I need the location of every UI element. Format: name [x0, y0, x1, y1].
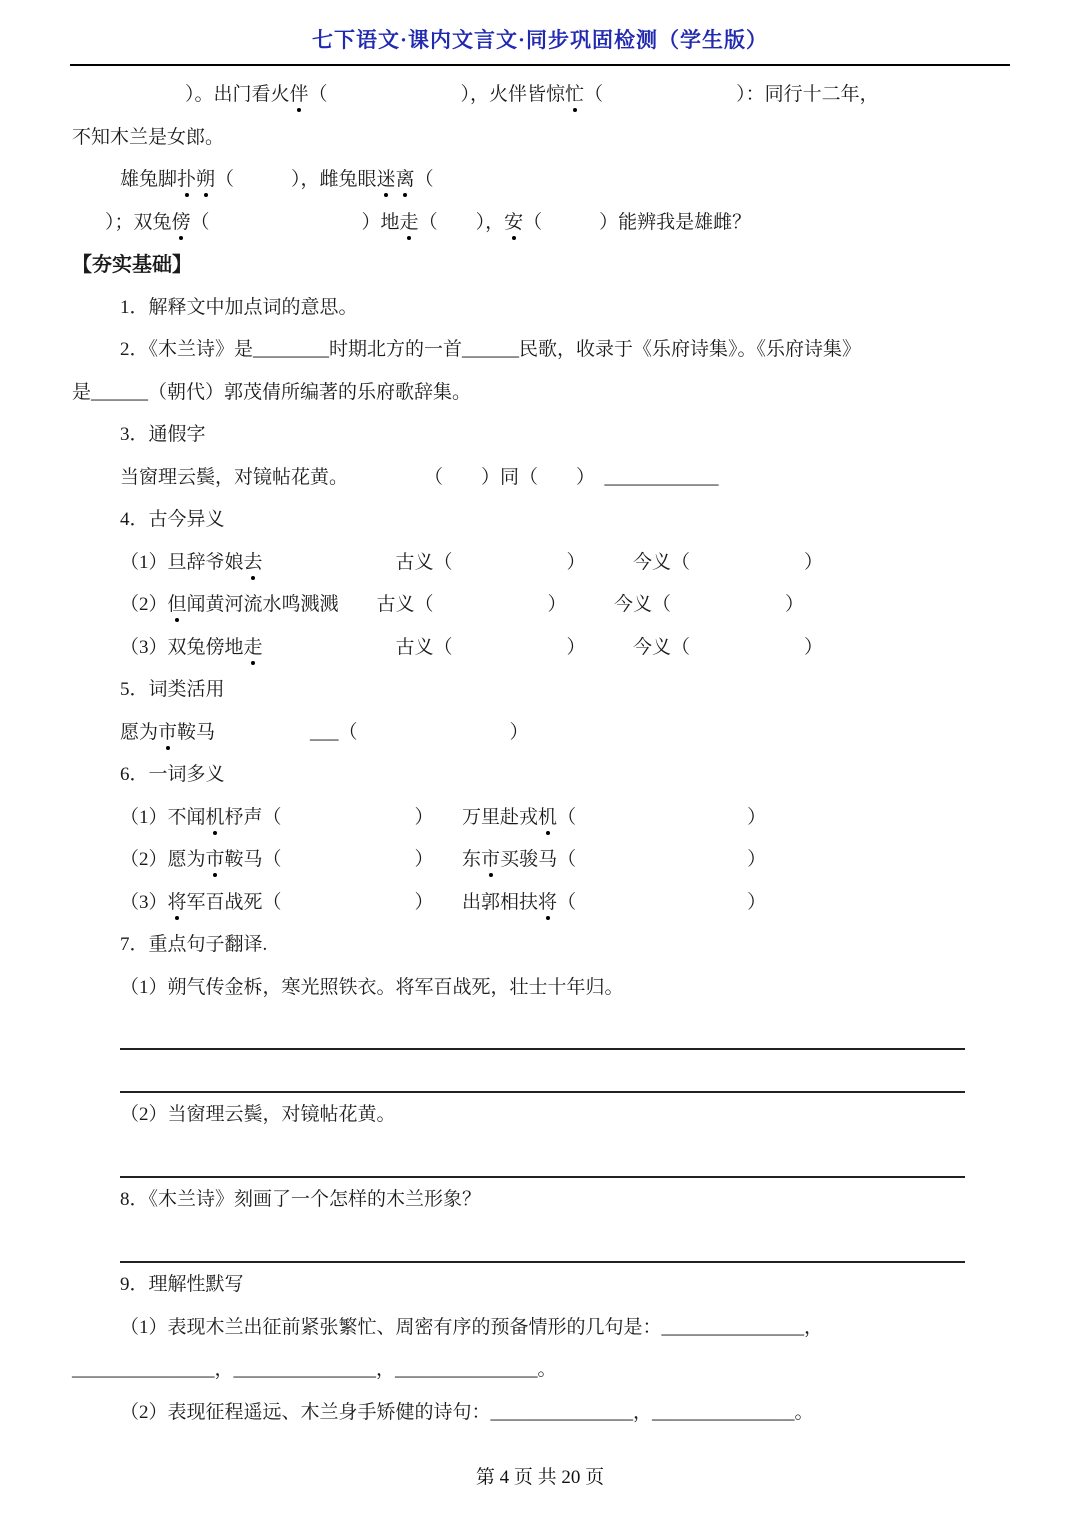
item-9-1: （1）表现木兰出征前紧张繁忙、周密有序的预备情形的几句是：_______________，: [120, 1316, 824, 1338]
emphasis-dot-char: 离: [395, 169, 415, 190]
emphasis-dot-char: 伴: [289, 84, 309, 105]
emphasis-dot-char: 将: [538, 891, 558, 913]
item-9-1-cont: _______________，_______________，_______________。: [72, 1359, 557, 1380]
poem-line-1: ）。出门看火伴（ ），火伴皆惊忙（ ）：同行十二年，: [185, 84, 879, 105]
answer-rule-4: [72, 1222, 1008, 1265]
answer-line: [120, 1009, 965, 1050]
emphasis-dot-char: 走: [399, 211, 419, 233]
item-4: 4．古今异义: [120, 509, 225, 530]
item-3-line: 当窗理云鬓，对镜帖花黄。 （ ）同（ ） ____________: [120, 466, 719, 488]
answer-rule-3: [72, 1137, 1008, 1180]
emphasis-dot-char: 将: [167, 891, 187, 913]
emphasis-dot-char: 但: [167, 594, 187, 615]
item-1: 1．解释文中加点词的意思。: [120, 296, 358, 318]
emphasis-dot-char: 市: [158, 721, 178, 743]
item-7-2: （2）当窗理云鬓，对镜帖花黄。: [120, 1104, 396, 1125]
item-3: 3．通假字: [120, 424, 206, 445]
page-footer: [0, 1462, 1080, 1489]
document-header: [0, 0, 1080, 54]
item-5: 5．词类活用: [120, 679, 225, 700]
emphasis-dot-char: 迷: [376, 169, 396, 190]
item-8: 8．《木兰诗》刻画了一个怎样的木兰形象？: [120, 1189, 482, 1210]
poem-line-4: ）；双兔傍（ ）地走（ ），安（ ）能辨我是雄雌？: [105, 211, 752, 233]
document-body: [0, 66, 1080, 1434]
item-7: 7．重点句子翻译.: [120, 934, 268, 955]
emphasis-dot-char: 去: [243, 551, 263, 573]
emphasis-dot-char: 朔: [196, 169, 216, 190]
emphasis-dot-char: 走: [243, 636, 263, 658]
item-9-2: （2）表现征程遥远、木兰身手矫健的诗句：_______________，_______________。: [120, 1401, 814, 1423]
emphasis-dot-char: 安: [504, 211, 524, 233]
item-6-2: （2）愿为市鞍马（ ） 东市买骏马（ ）: [120, 849, 767, 870]
item-7-1: （1）朔气传金柝，寒光照铁衣。将军百战死，壮士十年归。: [120, 976, 624, 998]
item-5-line: 愿为市鞍马 ___（ ）: [120, 721, 529, 743]
item-2: 2．《木兰诗》是________时期北方的一首______民歌，收录于《乐府诗集》。《乐府诗集》: [120, 339, 862, 360]
item-9: 9．理解性默写: [120, 1274, 244, 1295]
item-6: 6．一词多义: [120, 764, 225, 785]
answer-rule-2: [72, 1052, 1008, 1095]
emphasis-dot-char: 忙: [565, 84, 585, 105]
item-4-1: （1）旦辞爷娘去 古义（ ） 今义（ ）: [120, 551, 824, 573]
section-heading: 【夯实基础】: [72, 254, 192, 276]
page-number: 第 4 页 共 20 页: [475, 1467, 605, 1488]
item-6-3: （3）将军百战死（ ） 出郭相扶将（ ）: [120, 891, 767, 913]
emphasis-dot-char: 市: [205, 849, 225, 870]
item-4-2: （2）但闻黄河流水鸣溅溅 古义（ ） 今义（ ）: [120, 594, 805, 615]
emphasis-dot-char: 傍: [171, 211, 191, 233]
emphasis-dot-char: 机: [205, 806, 225, 828]
answer-line: [120, 1222, 965, 1263]
item-6-1: （1）不闻机杼声（ ） 万里赴戎机（ ）: [120, 806, 767, 828]
item-2-cont: 是______（朝代）郭茂倩所编著的乐府歌辞集。: [72, 381, 472, 403]
poem-line-2: 不知木兰是女郎。: [72, 126, 225, 148]
page-title: 七下语文·课内文言文·同步巩固检测（学生版）: [311, 28, 768, 52]
answer-line: [120, 1137, 965, 1178]
emphasis-dot-char: 市: [481, 849, 501, 870]
emphasis-dot-char: 扑: [177, 169, 197, 190]
item-4-3: （3）双兔傍地走 古义（ ） 今义（ ）: [120, 636, 824, 658]
answer-rule-1: [72, 1009, 1008, 1052]
answer-line: [120, 1052, 965, 1093]
poem-line-3: 雄兔脚扑朔（ ），雌兔眼迷离（: [120, 169, 434, 190]
emphasis-dot-char: 机: [538, 806, 558, 828]
